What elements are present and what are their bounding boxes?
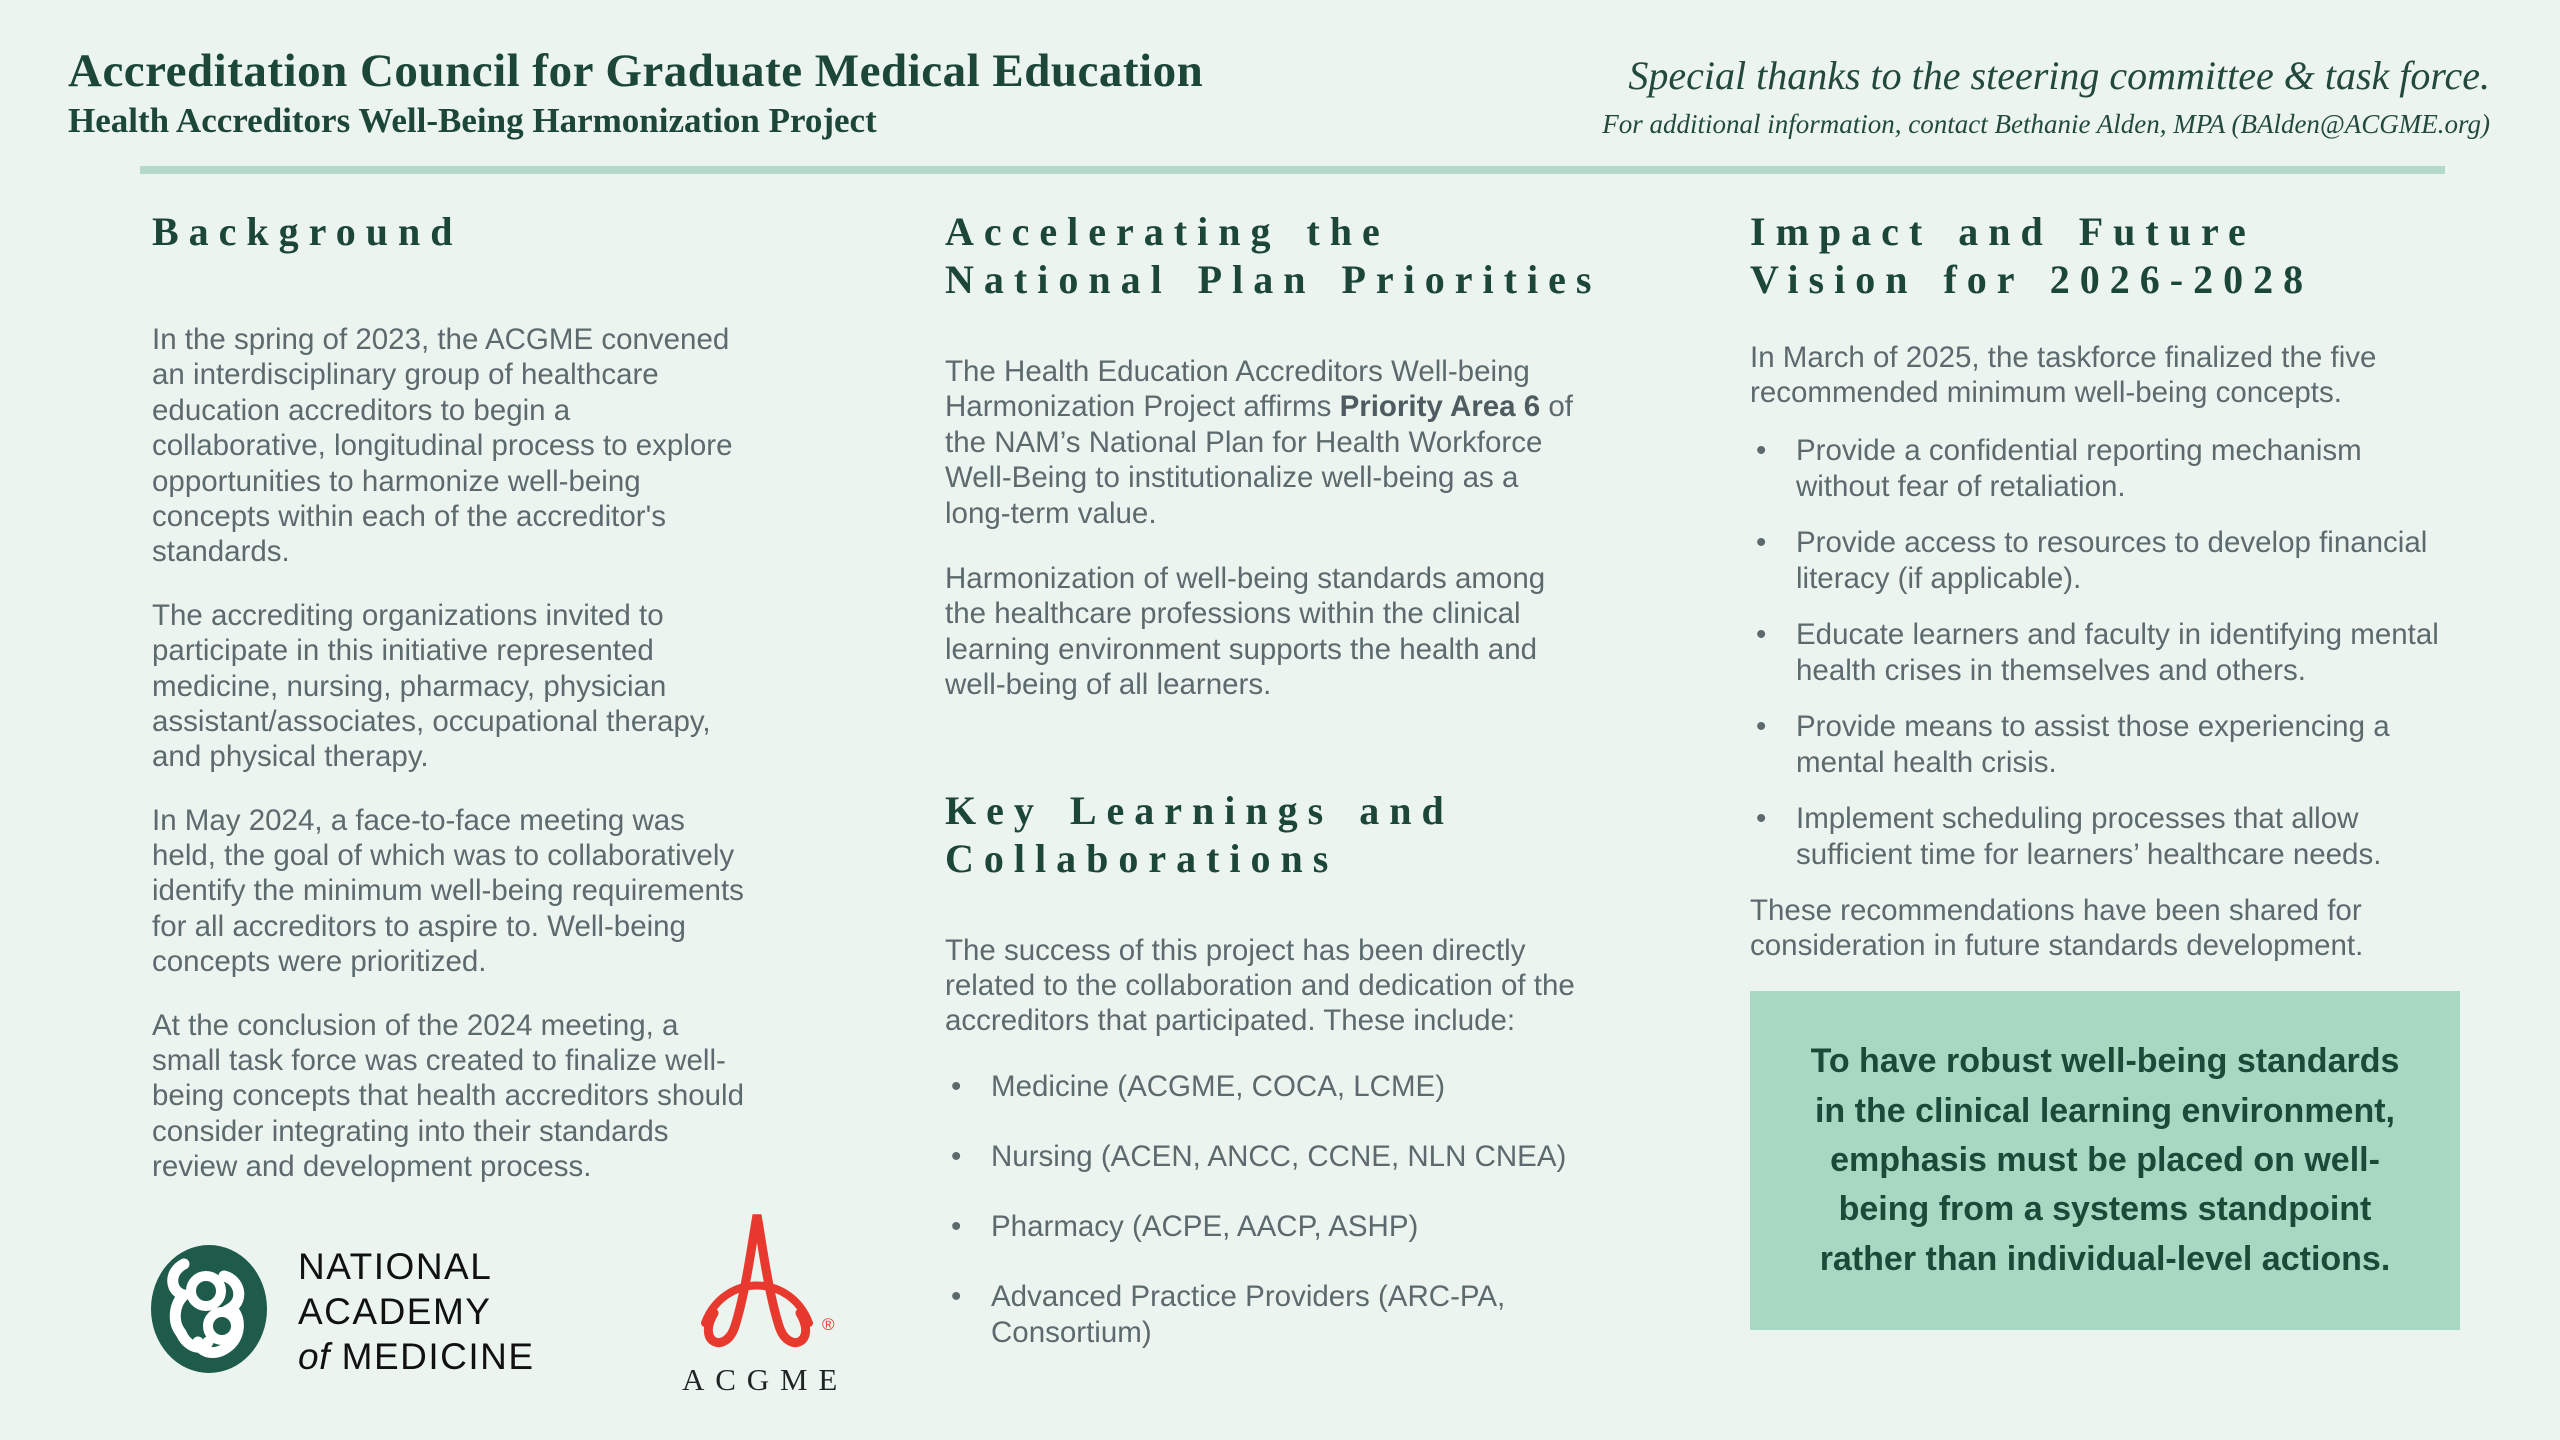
background-paragraph-3: In May 2024, a face-to-face meeting was held, the goal of which was to collaboratively identify the minimum well-being requirements for all accreditors to aspire to. Well-being concepts were prioritized. (152, 803, 744, 979)
list-item: • Advanced Practice Providers (ARC-PA, Consortium) (945, 1279, 1590, 1351)
accelerating-p1-bold: Priority Area 6 (1339, 390, 1541, 424)
nam-logo-line2: ACADEMY (298, 1290, 492, 1332)
accelerating-heading-line2: National Plan Priorities (945, 257, 1602, 302)
impact-bullet-list (1750, 433, 2460, 873)
accelerating-heading-line1: Accelerating the (945, 209, 1390, 254)
registered-mark: ® (822, 1315, 835, 1334)
key-learnings-heading-line2: Collaborations (945, 835, 1339, 881)
nam-logo-mark (148, 1242, 270, 1381)
page-subtitle: Health Accreditors Well-Being Harmonization Project (68, 100, 877, 140)
callout-box (1750, 991, 2460, 1329)
key-learnings-intro: The success of this project has been directly related to the collaboration and dedication of the accreditors that participated. These include: (945, 933, 1575, 1038)
thanks-note: Special thanks to the steering committee & task force. (1628, 53, 2490, 98)
background-heading (152, 208, 752, 256)
nam-logo-of: of (298, 1336, 330, 1378)
nam-logo-line3 (298, 1334, 535, 1379)
accelerating-paragraph-2: Harmonization of well-being standards among the healthcare professions within the clinical learning environment supports the health and well-being of all learners. (945, 561, 1546, 702)
accelerating-heading (945, 208, 1602, 304)
nam-logo-line1: NATIONAL (298, 1245, 493, 1287)
column-middle (945, 208, 1602, 1385)
accelerating-paragraph-1 (945, 354, 1590, 531)
list-item: • Pharmacy (ACPE, AACP, ASHP) (945, 1209, 1590, 1245)
key-learnings-heading (945, 787, 1590, 883)
nam-logo-medicine: MEDICINE (329, 1336, 535, 1378)
column-impact (1750, 208, 2460, 1330)
acgme-logo (672, 1205, 849, 1398)
page-title: Accreditation Council for Graduate Medical Education (68, 45, 1204, 97)
impact-heading (1750, 208, 2460, 304)
background-paragraph-2: The accrediting organizations invited to participate in this initiative represented medicine, nursing, pharmacy, physician assistant/associates, occupational therapy, and physical therapy. (152, 598, 711, 774)
background-paragraph-1: In the spring of 2023, the ACGME convened an interdisciplinary group of healthcare education accreditors to begin a collaborative, longitudinal process to explore opportunities to harmonize well-being concepts within each of the accreditor's standards. (152, 323, 733, 569)
impact-heading-line2: Vision for 2026-2028 (1750, 257, 2314, 302)
key-learnings-heading-line1: Key Learnings and (945, 787, 1454, 833)
list-item: • Provide access to resources to develop financial literacy (if applicable). (1750, 525, 2460, 597)
callout-text: To have robust well-being standards in the clinical learning environment, emphasis must be placed on well-being from a systems standpoint rather than individual-level actions. (1810, 1042, 2400, 1278)
header-divider (140, 166, 2445, 174)
column-background (152, 208, 752, 1213)
key-learnings-bullet-list (945, 1069, 1590, 1351)
impact-intro: In March of 2025, the taskforce finalized the five recommended minimum well-being concepts. (1750, 341, 2377, 410)
header-acknowledgement (1602, 52, 2490, 140)
background-heading-text: Background (152, 209, 463, 254)
impact-closing: These recommendations have been shared for consideration in future standards development. (1750, 893, 2364, 963)
accelerating-p1-post: of the NAM’s National Plan for Health Workforce Well-Being to institutionalize well-being as a long-term value. (945, 390, 1573, 530)
list-item: • Provide means to assist those experiencing a mental health crisis. (1750, 709, 2460, 781)
header (68, 46, 1203, 140)
acgme-logo-mark (674, 1315, 840, 1359)
list-item: • Provide a confidential reporting mechanism without fear of retaliation. (1750, 433, 2460, 505)
list-item: • Implement scheduling processes that allow sufficient time for learners’ healthcare needs. (1750, 801, 2460, 873)
acgme-logo-text: ACGME (682, 1362, 849, 1397)
list-item: • Medicine (ACGME, COCA, LCME) (945, 1069, 1590, 1105)
accelerating-p1-pre: The Health Education Accreditors Well-being Harmonization Project affirms (945, 355, 1530, 424)
impact-heading-line1: Impact and Future (1750, 209, 2256, 254)
contact-note: For additional information, contact Bethanie Alden, MPA (BAlden@ACGME.org) (1602, 109, 2490, 139)
list-item: • Educate learners and faculty in identifying mental health crises in themselves and others. (1750, 617, 2460, 689)
nam-logo-text (298, 1244, 535, 1379)
nam-logo (148, 1242, 535, 1381)
list-item: • Nursing (ACEN, ANCC, CCNE, NLN CNEA) (945, 1139, 1590, 1175)
background-paragraph-4: At the conclusion of the 2024 meeting, a small task force was created to finalize well-being concepts that health accreditors should consider integrating into their standards review and development process. (152, 1008, 745, 1184)
